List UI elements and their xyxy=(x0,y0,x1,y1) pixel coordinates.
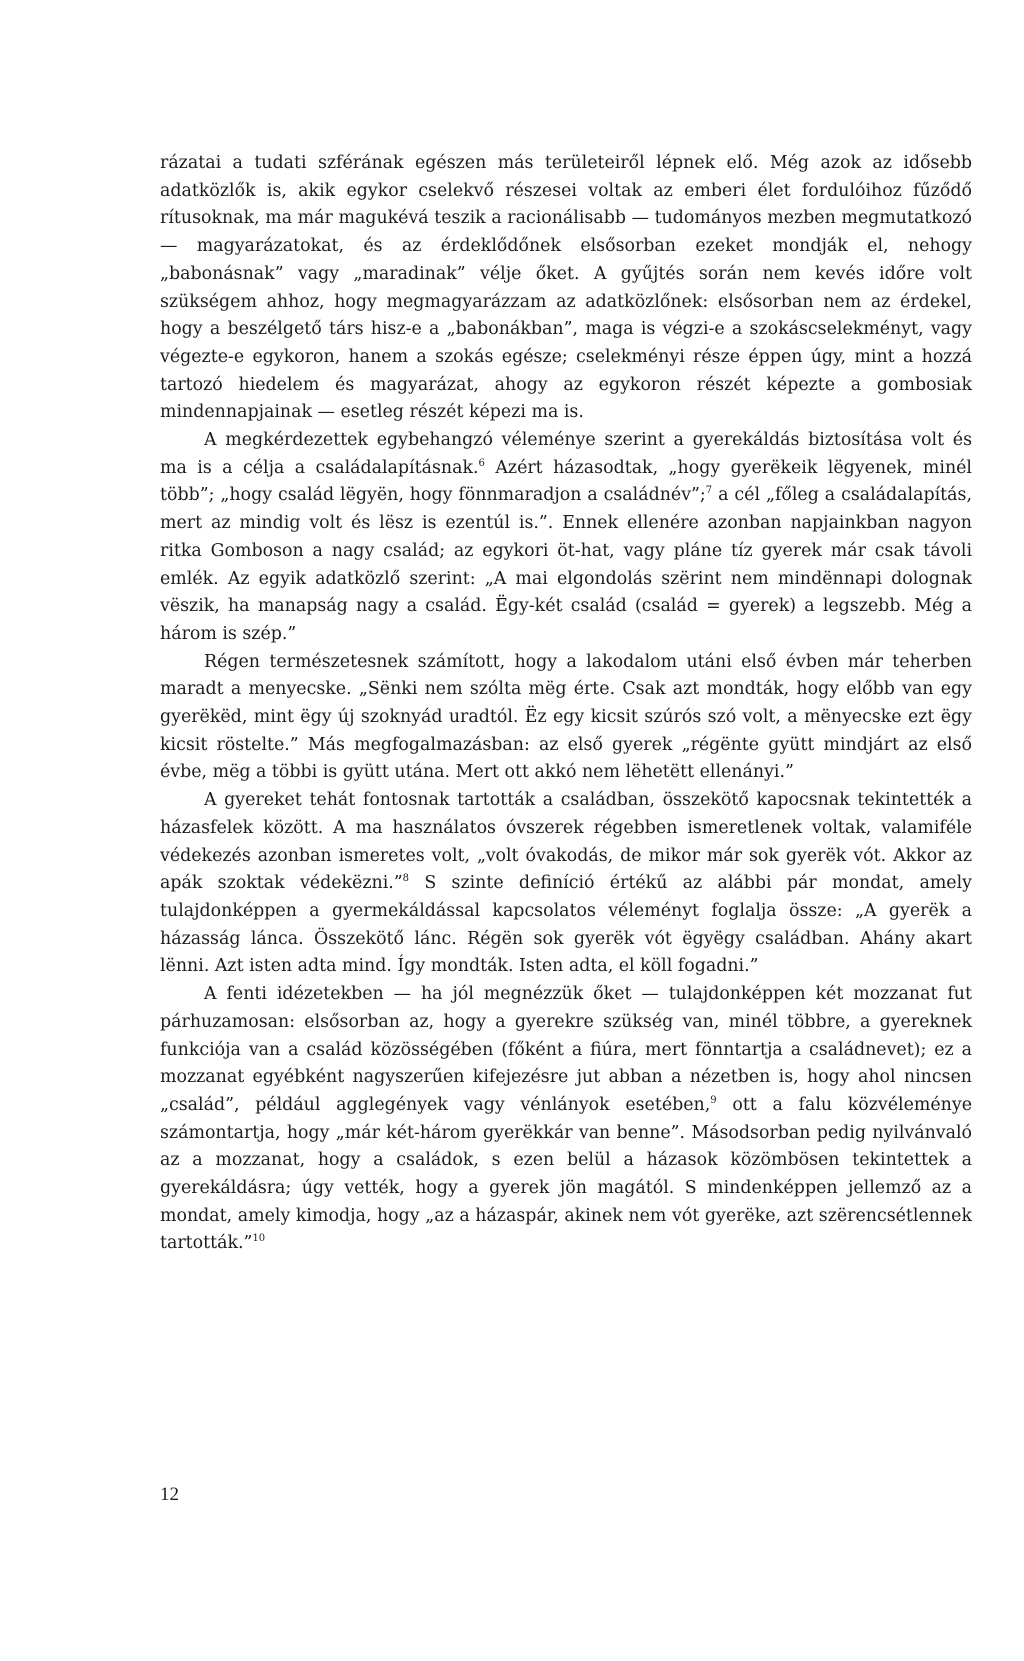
paragraph-text: a cél „főleg a családalapítás, mert az mindig volt és lësz is ezentúl is.”. Ennek ellenére azonban napjainkban nagyon ritka Gomboson a nagy család; az egykori öt-hat, vagy pláne tíz gyerek már csak távoli emlék. Az egyik adatközlő szerint: „A mai elgondolás szërint nem mindënnapi dolognak vëszik, ha manapság nagy a család. Ëgy-két család (család = gyerek) a legszebb. Még a három is szép.” xyxy=(160,485,972,644)
footnote-ref: 9 xyxy=(710,1095,717,1107)
paragraph-text: rázatai a tudati szférának egészen más területeiről lépnek elő. Még azok az idősebb adatközlők is, akik egykor cselekvő részesei voltak az emberi élet fordulóihoz fűződő rítusoknak, ma már magukévá teszik a racionálisabb — tudományos mezben megmutatkozó — magyarázatokat, és az érdeklődőnek elsősorban ezeket mondják el, nehogy „babonásnak” vagy „maradinak” vélje őket. A gyűjtés során nem kevés időre volt szükségem ahhoz, hogy megmagyarázzam az adatközlőnek: elsősorban nem az érdekel, hogy a beszélgető társ hisz-e a „babonákban”, maga is végzi-e a szokáscselekményt, vagy végezte-e egykoron, hanem a szokás egésze; cselekményi része éppen úgy, mint a hozzá tartozó hiedelem és magyarázat, ahogy az egykoron részét képezte a gombosiak mindennapjainak — esetleg részét képezi ma is. xyxy=(160,153,972,423)
paragraph-text: A gyereket tehát fontosnak tartották a családban, összekötő kapocsnak tekintették a házasfelek között. A ma használatos óvszerek régebben ismeretlenek voltak, valamiféle védekezés azonban ismeretes volt, „volt óvakodás, de mikor már sok gyerëk vót. Akkor az apák szoktak védekëzni.” xyxy=(160,790,972,894)
footnote-ref: 6 xyxy=(478,457,485,469)
page-number: 12 xyxy=(160,1484,179,1505)
paragraph-2 xyxy=(160,427,972,649)
paragraph-text: Régen természetesnek számított, hogy a lakodalom utáni első évben már teherben maradt a menyecske. „Sënki nem szólta mëg érte. Csak azt mondták, hogy előbb van egy gyerëkëd, mint ëgy új szoknyád uradtól. Ëz egy kicsit szúrós szó volt, a mënyecske ezt ëgy kicsit röstelte.” Más megfogalmazásban: az első gyerek „régënte gyütt mindjárt az első évbe, mëg a többi is gyütt utána. Mert ott akkó nem lëhetëtt ellenányi.” xyxy=(160,651,972,783)
footnote-ref: 7 xyxy=(705,485,713,497)
footnote-ref: 8 xyxy=(402,873,410,885)
paragraph-text: A megkérdezettek egybehangzó véleménye szerint a gyerekáldás biztosítása volt és ma is a célja a családalapításnak. xyxy=(160,430,972,478)
paragraph-text: A fenti idézetekben — ha jól megnézzük őket — tulajdonképpen két mozzanat fut párhuzamosan: elsősorban az, hogy a gyerekre szükség van, minél többre, a gyereknek funkciója van a család közösségében (főként a fiúra, mert fönntartja a családnevet); ez a mozzanat egyébként nagyszerűen kifejezésre jut abban a nézetben is, hogy ahol nincsen „család”, például agglegények vagy vénlányok esetében, xyxy=(160,984,972,1115)
paragraph-text: S szinte definíció értékű az alábbi pár mondat, amely tulajdonképpen a gyermekáldással kapcsolatos véleményt foglalja össze: „A gyerëk a házasság lánca. Összekötő lánc. Régën sok gyerëk vót ëgyëgy családban. Ahány akart lënni. Azt isten adta mind. Így mondták. Isten adta, el köll fogadni.” xyxy=(160,873,972,977)
footnote-ref: 10 xyxy=(252,1233,266,1245)
paragraph-1 xyxy=(160,150,972,427)
paragraph-3 xyxy=(160,649,972,788)
paragraph-text: Azért házasodtak, „hogy gyerëkeik lëgyenek, minél több”; „hogy család lëgyën, hogy fönnmaradjon a családnév”; xyxy=(160,457,972,506)
paragraph-5 xyxy=(160,981,972,1258)
paragraph-4 xyxy=(160,787,972,981)
paragraph-text: ott a falu közvéleménye számontartja, hogy „már két-három gyerëkkár van benne”. Másodsorban pedig nyilvánvaló az a mozzanat, hogy a családok, s ezen belül a házasok közömbösen tekintettek a gyerekáldásra; úgy vették, hogy a gyerek jön magától. S mindenképpen jellemző az a mondat, amely kimodja, hogy „az a házaspár, akinek nem vót gyerëke, azt szërencsétlennek tartották.” xyxy=(160,1094,972,1254)
page-body xyxy=(160,150,972,1258)
